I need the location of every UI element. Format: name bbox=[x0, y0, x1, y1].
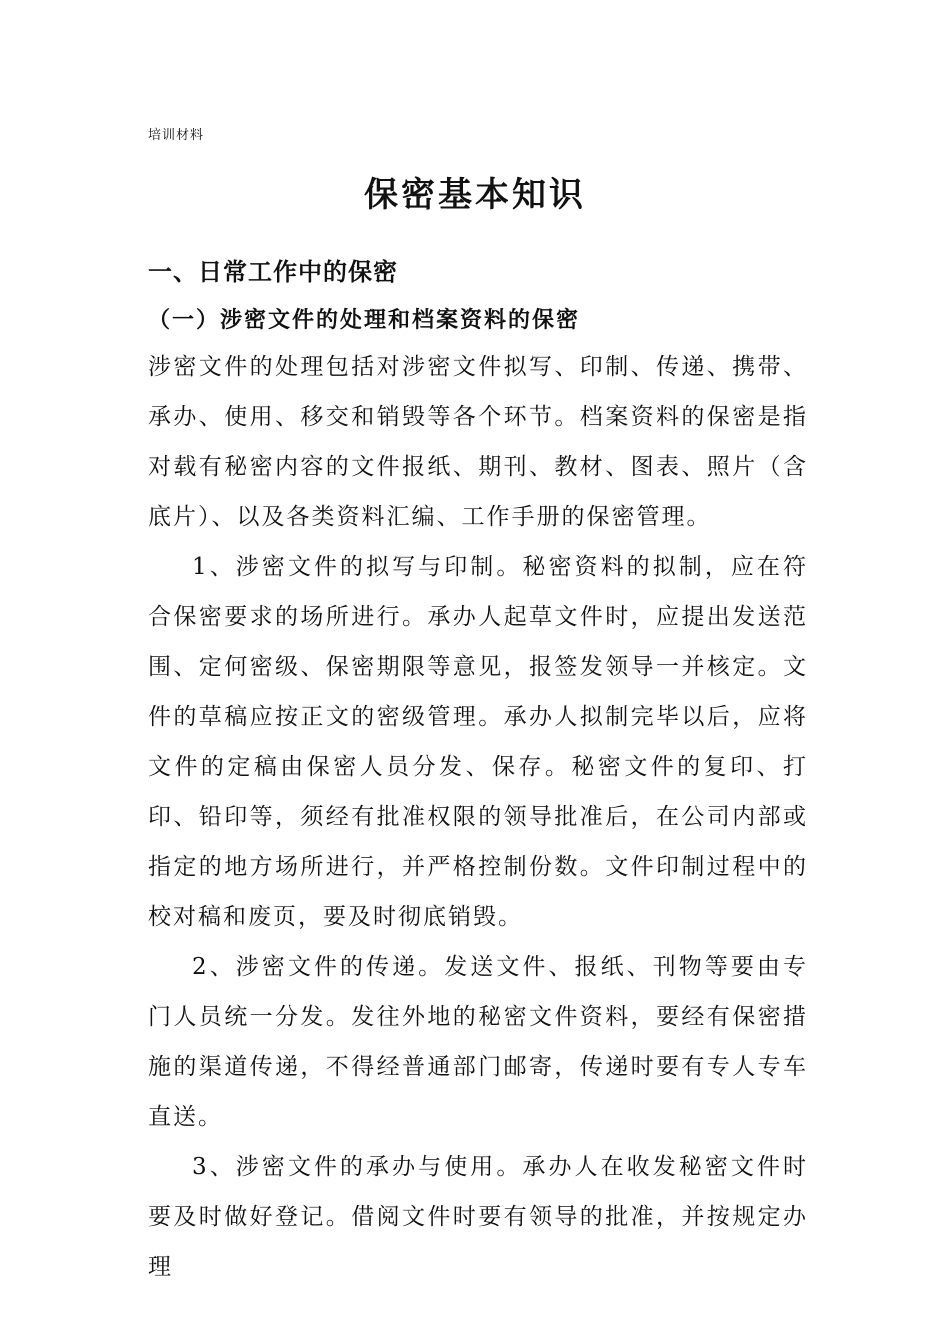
section-heading: 一、日常工作中的保密 bbox=[148, 258, 398, 286]
paragraph-handling-use: 3、涉密文件的承办与使用。承办人在收发秘密文件时要及时做好登记。借阅文件时要有领导的批准，并按规定办理 bbox=[148, 1154, 808, 1280]
paragraph-intro: 涉密文件的处理包括对涉密文件拟写、印制、传递、携带、承办、使用、移交和销毁等各个环节。档案资料的保密是指对载有秘密内容的文件报纸、期刊、教材、图表、照片（含底片）、以及各类资料汇编、工作手册的保密管理。 bbox=[148, 354, 808, 530]
document-title: 保密基本知识 bbox=[364, 174, 586, 215]
subsection-heading: （一）涉密文件的处理和档案资料的保密 bbox=[148, 307, 581, 333]
paragraph-transmission: 2、涉密文件的传递。发送文件、报纸、刊物等要由专门人员统一分发。发往外地的秘密文件资料，要经有保密措施的渠道传递，不得经普通部门邮寄，传递时要有专人专车直送。 bbox=[148, 954, 808, 1130]
paragraph-drafting-printing: 1、涉密文件的拟写与印制。秘密资料的拟制，应在符合保密要求的场所进行。承办人起草文件时，应提出发送范围、定何密级、保密期限等意见，报签发领导一并核定。文件的草稿应按正文的密级管理。承办人拟制完毕以后，应将文件的定稿由保密人员分发、保存。秘密文件的复印、打印、铅印等，须经有批准权限的领导批准后，在公司内部或指定的地方场所进行，并严格控制份数。文件印制过程中的校对稿和废页，要及时彻底销毁。 bbox=[148, 554, 808, 930]
header-label: 培训材料 bbox=[148, 128, 205, 143]
document-body bbox=[148, 250, 808, 1292]
